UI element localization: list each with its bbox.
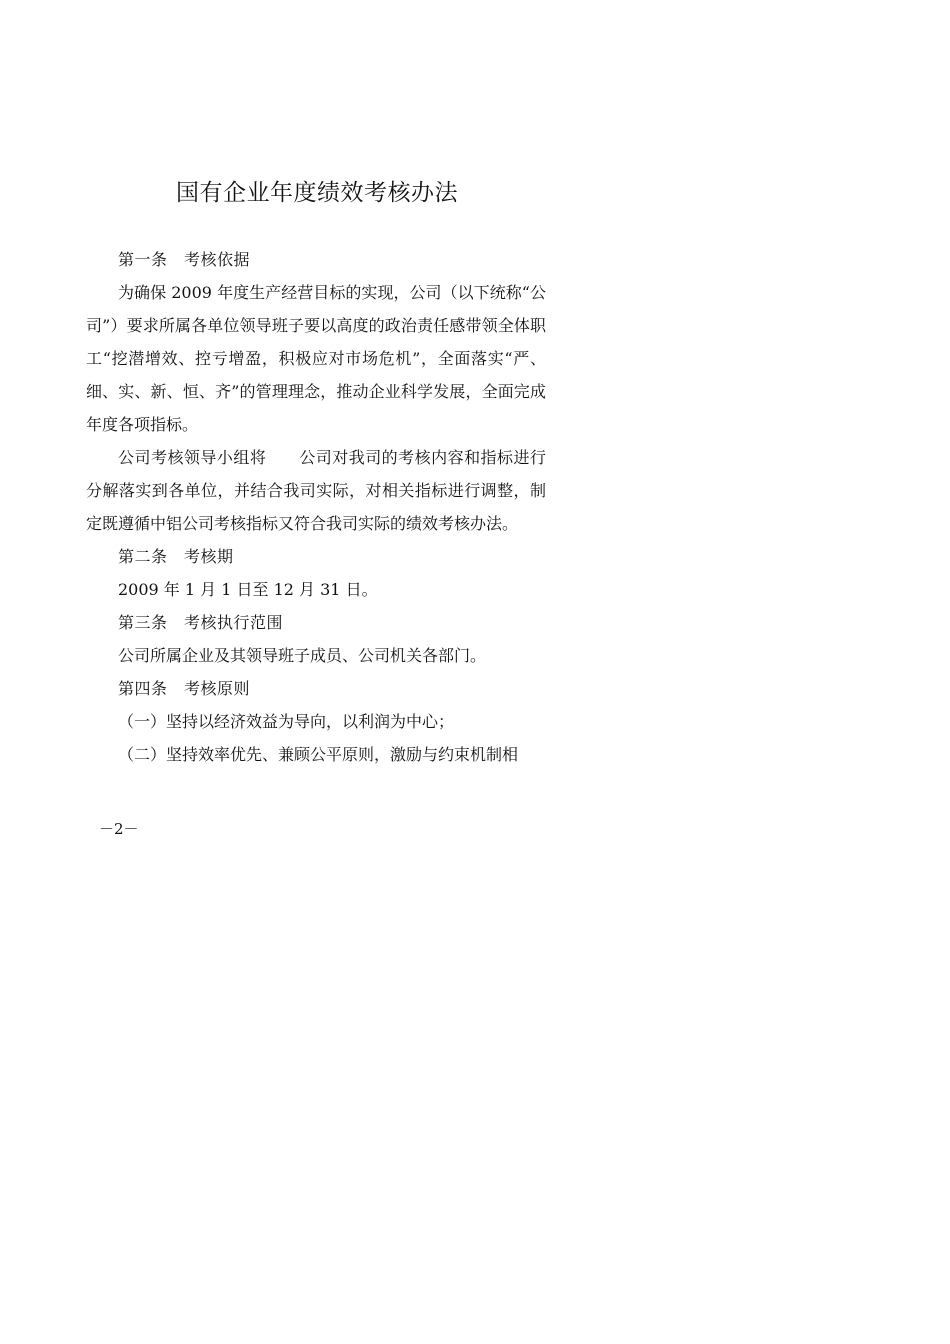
article-1-paragraph-1: 为确保 2009 年度生产经营目标的实现，公司（以下统称“公司”）要求所属各单位领导班子要以高度的政治责任感带领全体职工“挖潜增效、控亏增盈，积极应对市场危机”，全面落实“严、细、实、新、恒、齐”的管理理念，推动企业科学发展，全面完成年度各项指标。 bbox=[86, 283, 546, 434]
article-3-heading: 第三条 考核执行范围 bbox=[118, 613, 284, 632]
article-4-item-1: （一）坚持以经济效益为导向，以利润为中心； bbox=[118, 712, 455, 731]
article-1-paragraph-2: 公司考核领导小组将 公司对我司的考核内容和指标进行分解落实到各单位，并结合我司实际，对相关指标进行调整，制定既遵循中铝公司考核指标又符合我司实际的绩效考核办法。 bbox=[86, 448, 546, 533]
article-2-heading: 第二条 考核期 bbox=[118, 547, 234, 566]
article-4-heading: 第四条 考核原则 bbox=[118, 679, 251, 698]
article-3-paragraph: 公司所属企业及其领导班子成员、公司机关各部门。 bbox=[118, 646, 487, 665]
document-body bbox=[86, 243, 546, 771]
document-title: 国有企业年度绩效考核办法 bbox=[176, 180, 458, 206]
article-4-item-2: （二）坚持效率优先、兼顾公平原则，激励与约束机制相 bbox=[118, 745, 519, 764]
article-2-paragraph: 2009 年 1 月 1 日至 12 月 31 日。 bbox=[118, 580, 378, 599]
article-1-heading: 第一条 考核依据 bbox=[118, 250, 251, 269]
page-number: －2－ bbox=[99, 820, 139, 838]
